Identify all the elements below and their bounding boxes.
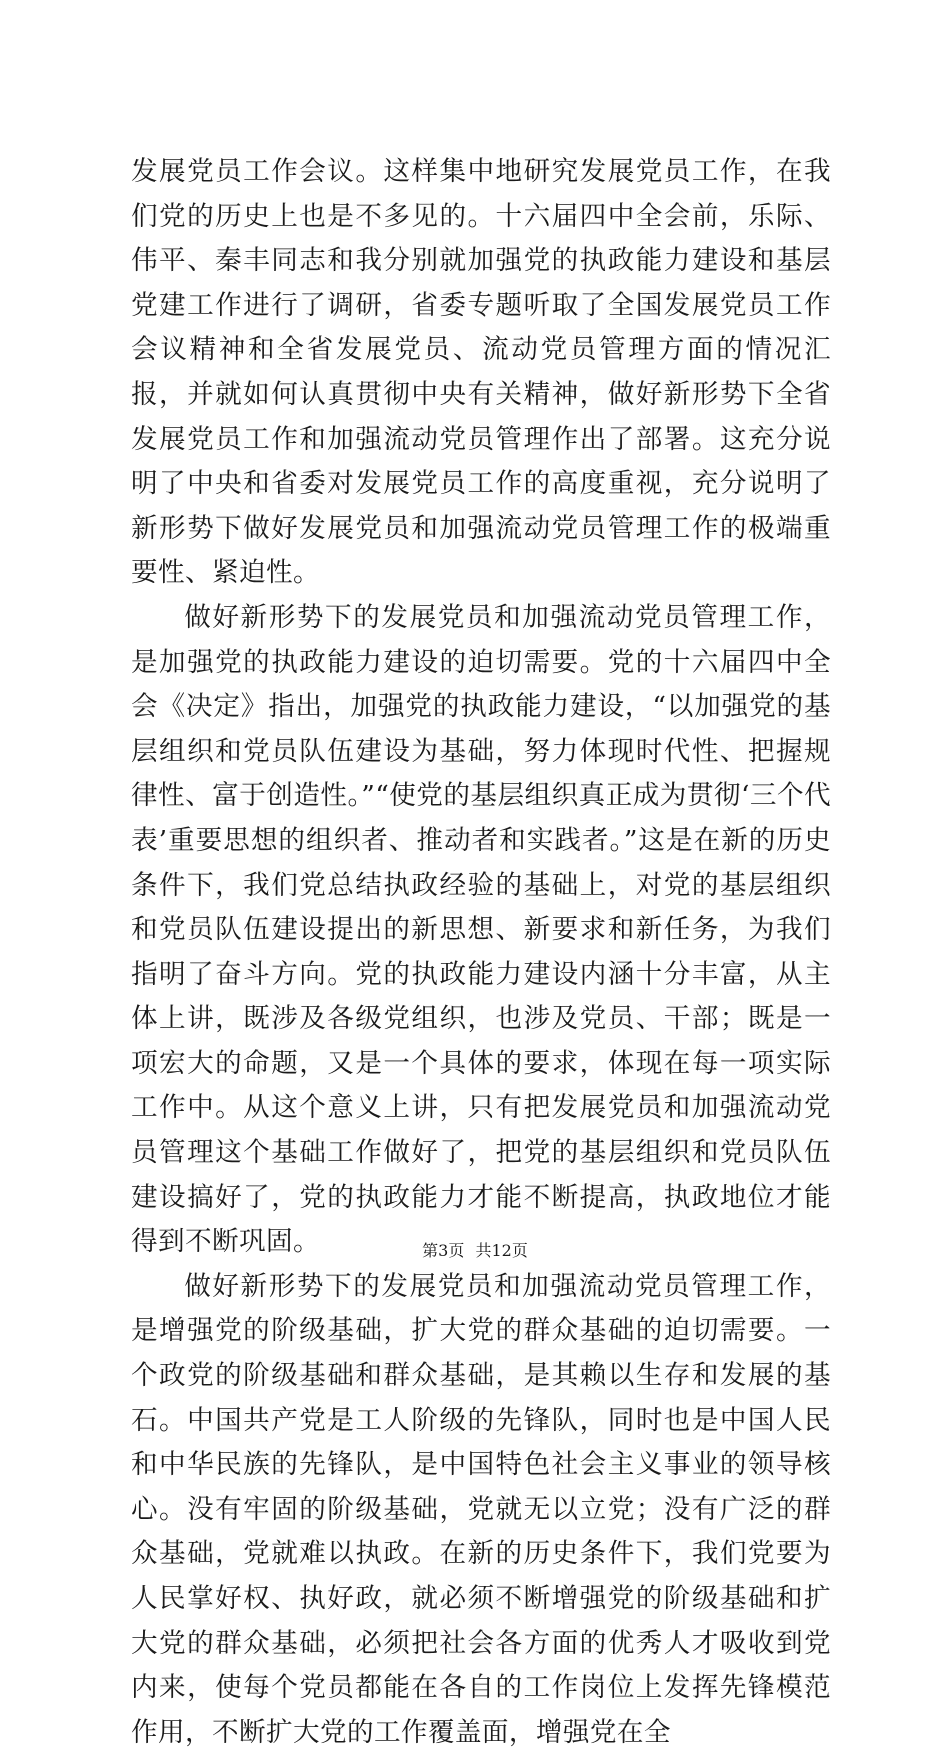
page-total: 共12页	[475, 1241, 528, 1260]
page-number: 第3页	[422, 1241, 465, 1260]
document-body	[131, 150, 831, 1755]
paragraph-1: 发展党员工作会议。这样集中地研究发展党员工作，在我们党的历史上也是不多见的。十六届四中全会前，乐际、伟平、秦丰同志和我分别就加强党的执政能力建设和基层党建工作进行了调研，省委专题听取了全国发展党员工作会议精神和全省发展党员、流动党员管理方面的情况汇报，并就如何认真贯彻中央有关精神，做好新形势下全省发展党员工作和加强流动党员管理作出了部署。这充分说明了中央和省委对发展党员工作的高度重视，充分说明了新形势下做好发展党员和加强流动党员管理工作的极端重要性、紧迫性。	[131, 156, 831, 589]
paragraph-3: 做好新形势下的发展党员和加强流动党员管理工作，是增强党的阶级基础，扩大党的群众基础的迫切需要。一个政党的阶级基础和群众基础，是其赖以生存和发展的基石。中国共产党是工人阶级的先锋队，同时也是中国人民和中华民族的先锋队，是中国特色社会主义事业的领导核心。没有牢固的阶级基础，党就无以立党；没有广泛的群众基础，党就难以执政。在新的历史条件下，我们党要为人民掌好权、执好政，就必须不断增强党的阶级基础和扩大党的群众基础，必须把社会各方面的优秀人才吸收到党内来，使每个党员都能在各自的工作岗位上发挥先锋模范作用，不断扩大党的工作覆盖面，增强党在全	[131, 1270, 831, 1748]
page-footer	[0, 1240, 950, 1262]
paragraph-2: 做好新形势下的发展党员和加强流动党员管理工作，是加强党的执政能力建设的迫切需要。党的十六届四中全会《决定》指出，加强党的执政能力建设，“以加强党的基层组织和党员队伍建设为基础，努力体现时代性、把握规律性、富于创造性。”“使党的基层组织真正成为贯彻‘三个代表’重要思想的组织者、推动者和实践者。”这是在新的历史条件下，我们党总结执政经验的基础上，对党的基层组织和党员队伍建设提出的新思想、新要求和新任务，为我们指明了奋斗方向。党的执政能力建设内涵十分丰富，从主体上讲，既涉及各级党组织，也涉及党员、干部；既是一项宏大的命题，又是一个具体的要求，体现在每一项实际工作中。从这个意义上讲，只有把发展党员和加强流动党员管理这个基础工作做好了，把党的基层组织和党员队伍建设搞好了，党的执政能力才能不断提高，执政地位才能得到不断巩固。	[131, 601, 831, 1258]
